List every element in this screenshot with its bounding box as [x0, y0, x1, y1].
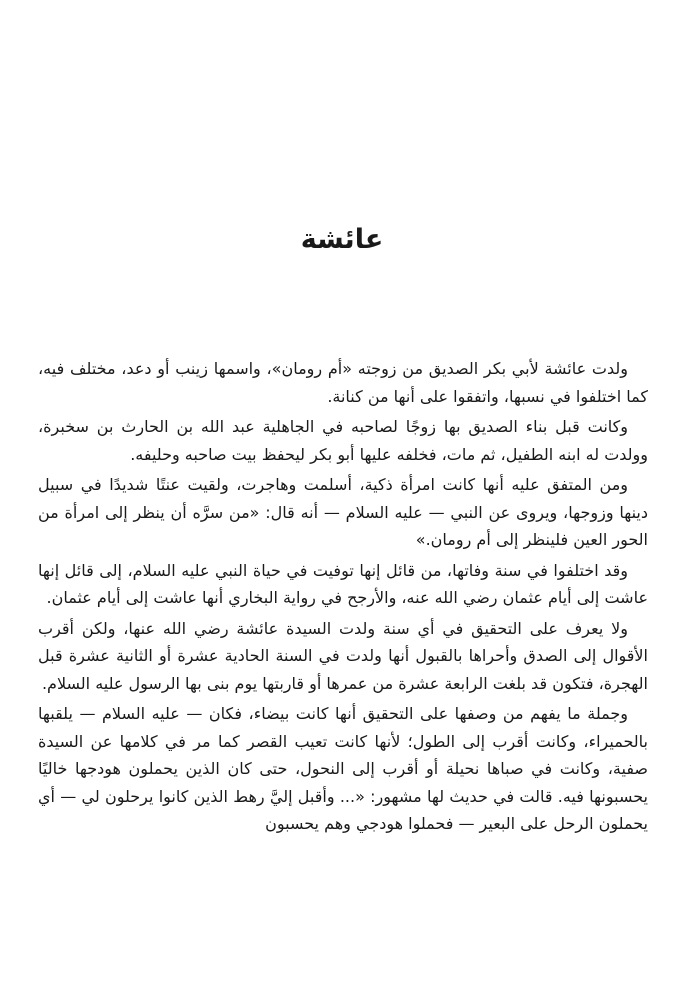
paragraph: وجملة ما يفهم من وصفها على التحقيق أنها كانت بيضاء، فكان — عليه السلام — يلقبها بالحميراء، وكانت أقرب إلى الطول؛ لأنها كانت تعيب القصر كما مر في كلامها عن السيدة صفية، وكانت في صباها نحيلة أو أقرب إلى النحول، حتى كان الذين يحملون هودجها خاليًا يحسبونها فيه. قالت في حديث لها مشهور: «... وأقبل إليَّ رهط الذين كانوا يرحلون لي — أي يحملون الرحل على البعير — فحملوا هودجي وهم يحسبون	[38, 704, 648, 833]
paragraph: ومن المتفق عليه أنها كانت امرأة ذكية، أسلمت وهاجرت، ولقيت عنتًا شديدًا في سبيل دينها وزوجها، ويروى عن النبي — عليه السلام — أنه قال: «من سرَّه أن ينظر إلى امرأة من الحور العين فلينظر إلى أم رومان.»	[38, 475, 648, 549]
paragraph: وكانت قبل بناء الصديق بها زوجًا لصاحبه في الجاهلية عبد الله بن الحارث بن سخبرة، وولدت له ابنه الطفيل، ثم مات، فخلفه عليها أبو بكر ليحفظ بيت صاحبه وحليفه.	[38, 417, 648, 464]
chapter-title: عائشة	[300, 224, 384, 255]
body-text	[38, 355, 648, 841]
paragraph: ولا يعرف على التحقيق في أي سنة ولدت السيدة عائشة رضي الله عنها، ولكن أقرب الأقوال إلى الصدق وأحراها بالقبول أنها ولدت في السنة الحادية عشرة أو الثانية عشرة قبل الهجرة، فتكون قد بلغت الرابعة عشرة من عمرها أو قاربتها يوم بنى بها الرسول عليه السلام.	[38, 618, 648, 693]
paragraph: ولدت عائشة لأبي بكر الصديق من زوجته «أم رومان»، واسمها زينب أو دعد، مختلف فيه، كما اختلفوا في نسبها، واتفقوا على أنها من كنانة.	[38, 359, 648, 406]
paragraph: وقد اختلفوا في سنة وفاتها، من قائل إنها توفيت في حياة النبي عليه السلام، إلى قائل إنها عاشت إلى أيام عثمان رضي الله عنه، والأرجح في رواية البخاري أنها عاشت إلى أيام عثمان.	[38, 560, 648, 607]
